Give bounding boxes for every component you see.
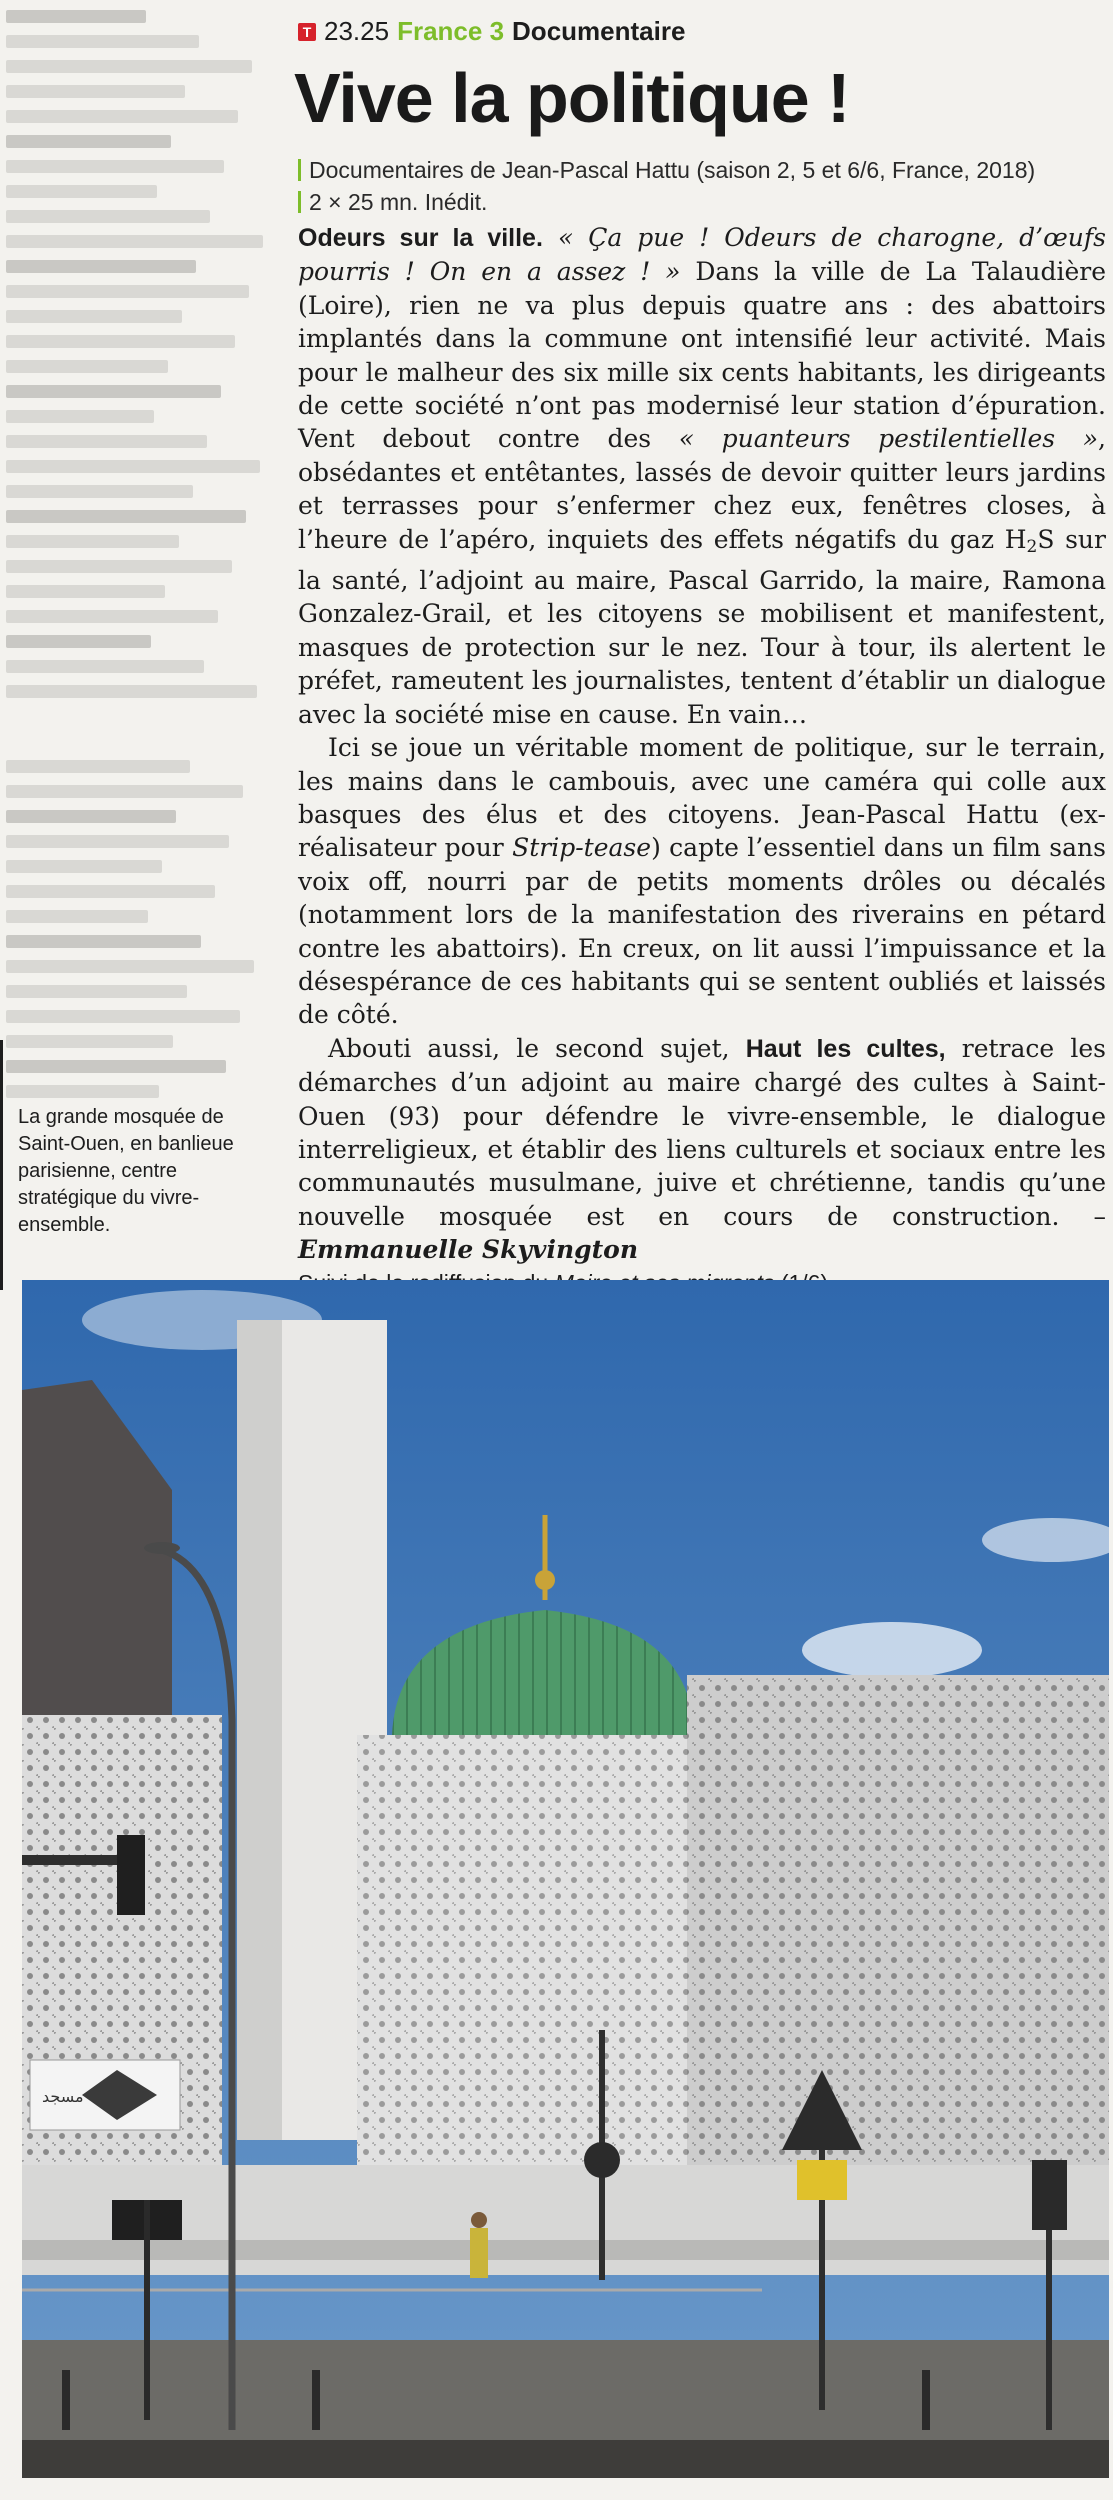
- ghost-line: [6, 35, 199, 48]
- opening-quote: « Ça pue ! Odeurs de charogne, d’œufs pourris ! On en a assez ! »: [298, 223, 1106, 287]
- ghost-line: [6, 760, 190, 773]
- ghost-line: [6, 860, 162, 873]
- ghost-line: [6, 810, 176, 823]
- ghost-line: [6, 910, 148, 923]
- ghost-line: [6, 210, 210, 223]
- mosque-photo: [22, 1280, 1109, 2478]
- ghost-line: [6, 410, 154, 423]
- ghost-line: [6, 885, 215, 898]
- ghost-line: [6, 485, 193, 498]
- ghost-line: [6, 785, 243, 798]
- ghost-line: [6, 235, 263, 248]
- program-header: [298, 16, 685, 47]
- ghost-line: [6, 85, 185, 98]
- ghost-line: [6, 1085, 159, 1098]
- lead-heading: Odeurs sur la ville.: [298, 224, 543, 252]
- inline-quote: « puanteurs pestilentielles »: [678, 424, 1099, 454]
- ghost-line: [6, 260, 196, 273]
- ghost-line: [6, 335, 235, 348]
- paragraph-2: Ici se joue un véritable moment de politique, sur le terrain, les mains dans le cambouis, avec une caméra qui colle aux basques des élus et des citoyens. Jean-Pascal Hattu (ex-réalisateur pour Strip-tease) capte l’essentiel dans un film sans voix off, nourri par de petits moments drôles ou décalés (notamment lors de la manifestation des riverains en pétard contre les abattoirs). En creux, on lit aussi l’impuissance et la désespérance de ces habitants qui se sentent oubliés et laissés de côté.: [298, 733, 1106, 1030]
- ghost-line: [6, 60, 252, 73]
- ghost-line: [6, 635, 151, 648]
- program-credits: Documentaires de Jean-Pascal Hattu (saison 2, 5 et 6/6, France, 2018): [298, 156, 1035, 185]
- ghost-line: [6, 610, 218, 623]
- author-signature: Emmanuelle Skyvington: [298, 1235, 639, 1265]
- ghost-line: [6, 985, 187, 998]
- ghost-line: [6, 585, 165, 598]
- ghost-line: [6, 160, 224, 173]
- ghost-line: [6, 660, 204, 673]
- program-genre: Documentaire: [512, 16, 686, 46]
- ghost-line: [6, 285, 249, 298]
- ghost-line: [6, 685, 257, 698]
- column-rule: [0, 1040, 3, 1290]
- ghost-line: [6, 1060, 226, 1073]
- ghost-line: [6, 185, 157, 198]
- adjacent-listings-bleed: [0, 0, 285, 1290]
- ghost-line: [6, 1010, 240, 1023]
- photo-caption: La grande mosquée de Saint-Ouen, en banlieue parisienne, centre stratégique du vivre-ensemble.: [18, 1106, 234, 1236]
- ghost-line: [6, 510, 246, 523]
- ghost-line: [6, 385, 221, 398]
- ghost-line: [6, 435, 207, 448]
- ghost-line: [6, 1035, 173, 1048]
- ghost-line: [6, 10, 146, 23]
- program-title: Vive la politique !: [294, 59, 850, 137]
- ghost-line: [6, 960, 254, 973]
- ghost-line: [6, 135, 171, 148]
- ghost-line: [6, 535, 179, 548]
- program-format: 2 × 25 mn. Inédit.: [298, 188, 487, 217]
- ghost-line: [6, 360, 168, 373]
- ghost-line: [6, 935, 201, 948]
- paragraph-1: Odeurs sur la ville. « Ça pue ! Odeurs de charogne, d’œufs pourris ! On en a assez ! » Dans la ville de La Talaudière (Loire), rien ne va plus depuis quatre ans : des abattoirs implantés dans la commune ont intensifié leur activité. Mais pour le malheur des six mille six cents habitants, les dirigeants de cette société n’ont pas modernisé leur station d’épuration. Vent debout contre des « puanteurs pestilentielles », obsédantes et entêtantes, lassés de devoir quitter leurs jardins et terrasses pour s’enfermer chez eux, fenêtres closes, à l’heure de l’apéro, inquiets des effets négatifs du gaz $H_2S$ sur la santé, l’adjoint au maire, Pascal Garrido, la maire, Ramona Gonzalez-Grail, et les citoyens se mobilisent et manifestent, masques de protection sur le nez. Tour à tour, ils alertent le préfet, rameutent les journalistes, tentent d’établir un dialogue avec la société mise en cause. En vain…: [298, 223, 1107, 729]
- second-subject-heading: Haut les cultes,: [745, 1034, 946, 1063]
- paragraph-3: Abouti aussi, le second sujet, Haut les cultes, retrace les démarches d’un adjoint au maire chargé des cultes à Saint-Ouen (93) pour défendre le vivre-ensemble, le dialogue interreligieux, et établir des liens culturels et sociaux entre les communautés musulmane, juive et chrétienne, tandis qu’une nouvelle mosquée est en cours de construction. – Emmanuelle Skyvington: [298, 1033, 1106, 1265]
- telerama-t-icon: T: [298, 23, 316, 41]
- show-title: Strip-tease: [512, 833, 652, 863]
- article-body: [298, 221, 1106, 1333]
- ghost-line: [6, 310, 182, 323]
- mosque-sign-text: مسجد: [42, 2087, 84, 2106]
- ghost-line: [6, 560, 232, 573]
- ghost-line: [6, 110, 238, 123]
- ghost-line: [6, 460, 260, 473]
- ghost-line: [6, 835, 229, 848]
- channel-name: France 3: [397, 16, 505, 46]
- broadcast-time: 23.25: [324, 16, 390, 46]
